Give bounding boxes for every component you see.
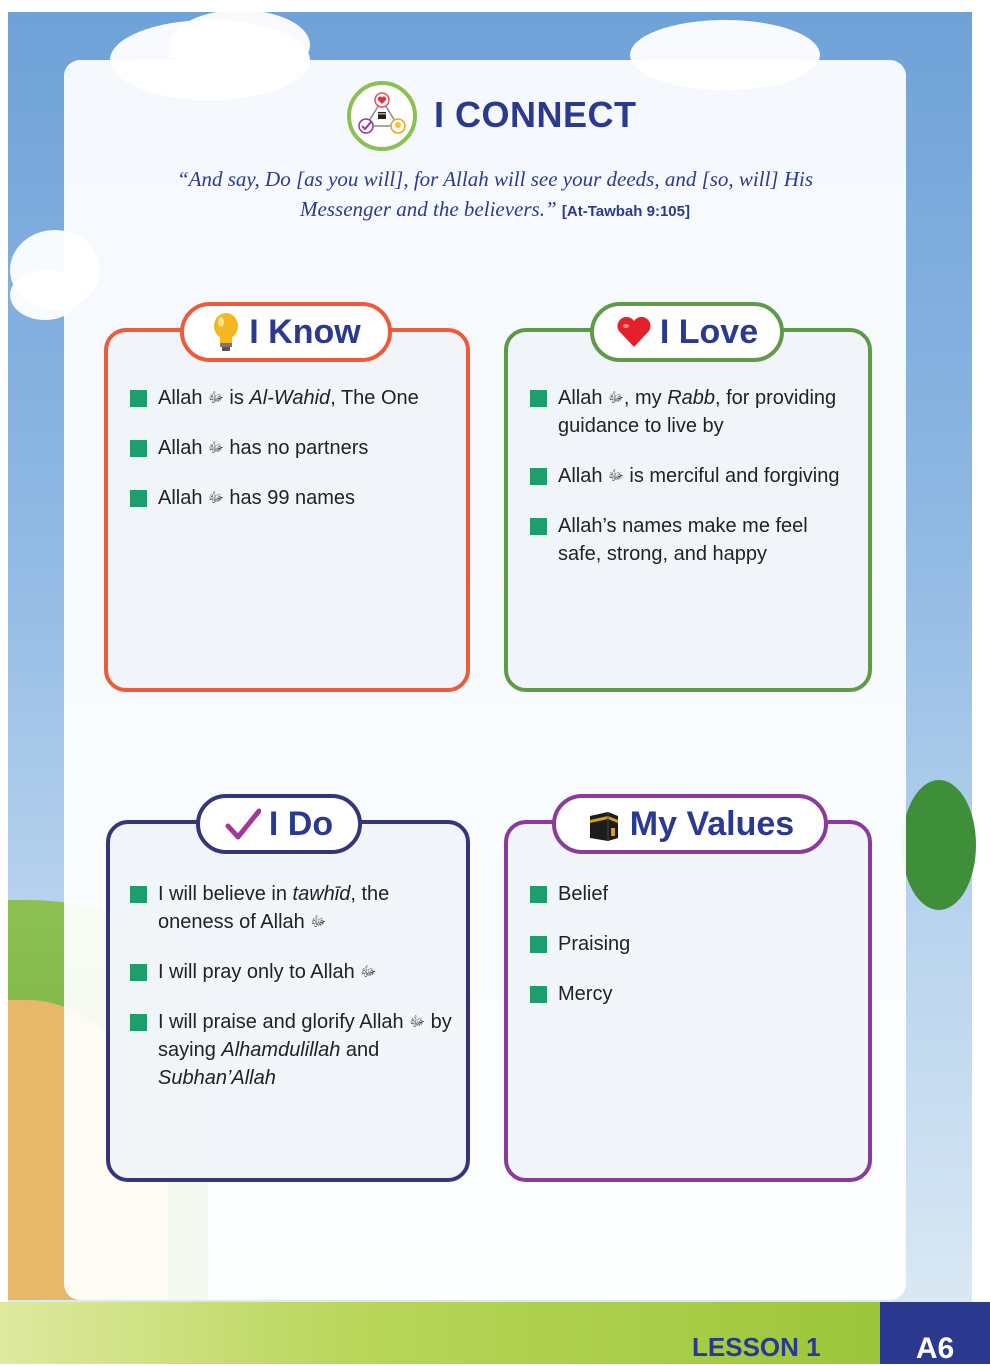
list-item: I will believe in tawhīd, the oneness of Allah ﷻ: [130, 880, 460, 936]
bullet-square: [530, 468, 547, 485]
list-item: Praising: [530, 930, 850, 958]
bullet-square: [530, 986, 547, 1003]
bullet-square: [130, 964, 147, 981]
list-item: Allah’s names make me feel safe, strong, and happy: [530, 512, 850, 568]
i-do-title: [196, 794, 362, 854]
list-item: Allah ﷻ has 99 names: [130, 484, 460, 512]
i-do-list: [130, 880, 460, 1114]
list-item: Allah ﷻ has no partners: [130, 434, 460, 462]
i-know-list: [130, 384, 460, 534]
quote-reference: [At-Tawbah 9:105]: [561, 203, 690, 220]
my-values-list: [530, 880, 850, 1030]
honorific-calligraphy: ﷻ: [208, 490, 224, 506]
list-item: Allah ﷻ is merciful and forgiving: [530, 462, 850, 490]
list-item: I will praise and glorify Allah ﷻ by saying Alhamdulillah and Subhan’Allah: [130, 1008, 460, 1092]
list-item: Allah ﷻ is Al-Wahid, The One: [130, 384, 460, 412]
tree: [902, 780, 976, 910]
honorific-calligraphy: ﷻ: [608, 468, 624, 484]
lesson-label: LESSON 1: [692, 1332, 821, 1362]
my-values-title: [552, 794, 828, 854]
page-number-text: A6: [915, 1332, 955, 1365]
page-number: [880, 1302, 990, 1364]
i-love-list: [530, 384, 850, 590]
list-item: I will pray only to Allah ﷻ: [130, 958, 460, 986]
bullet-square: [530, 886, 547, 903]
bullet-square: [130, 886, 147, 903]
i-know-title: [180, 302, 392, 362]
my-values-label: My Values: [629, 804, 795, 843]
bullet-square: [530, 390, 547, 407]
kaaba-icon: [586, 806, 622, 842]
bullet-square: [130, 490, 147, 507]
page-title: I CONNECT: [434, 94, 637, 135]
honorific-calligraphy: ﷻ: [409, 1014, 426, 1030]
checkmark-icon: [225, 808, 261, 840]
honorific-calligraphy: ﷻ: [608, 390, 624, 406]
quote-text: “And say, Do [as you will], for Allah will see your deeds, and [so, will] His Messenger and the believers.”: [176, 167, 814, 221]
bullet-square: [130, 440, 147, 457]
bullet-square: [530, 518, 547, 535]
honorific-calligraphy: ﷻ: [208, 440, 224, 456]
bullet-square: [530, 936, 547, 953]
lightbulb-icon: [211, 311, 241, 353]
quote: [130, 164, 860, 227]
connect-icon: [346, 80, 418, 152]
honorific-calligraphy: ﷻ: [310, 914, 327, 930]
bullet-square: [130, 1014, 147, 1031]
list-item: Mercy: [530, 980, 850, 1008]
bullet-square: [130, 390, 147, 407]
heart-icon: [616, 316, 652, 348]
honorific-calligraphy: ﷻ: [360, 964, 377, 980]
list-item: Belief: [530, 880, 850, 908]
list-item: Allah ﷻ, my Rabb, for providing guidance to live by: [530, 384, 850, 440]
i-love-title: [590, 302, 784, 362]
i-do-label: I Do: [268, 804, 334, 843]
i-know-label: I Know: [249, 312, 361, 351]
honorific-calligraphy: ﷻ: [208, 390, 224, 406]
i-love-label: I Love: [659, 312, 759, 351]
